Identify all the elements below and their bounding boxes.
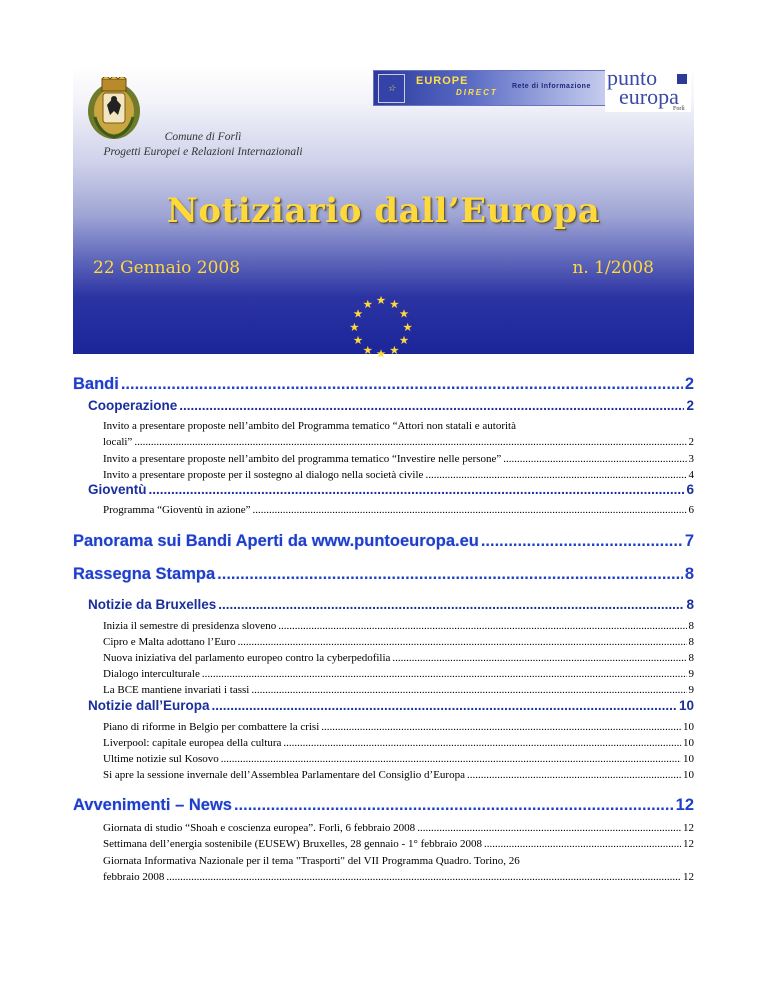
- toc-entry-attori-non-statali[interactable]: [103, 418, 694, 450]
- issue-date: 22 Gennaio 2008: [93, 258, 241, 278]
- eu-star-icon: ★: [375, 348, 387, 361]
- logo-forli-text: Forlì: [673, 106, 685, 112]
- toc-page: 9: [688, 684, 694, 696]
- toc-page: 6: [688, 504, 694, 516]
- toc-label: Bandi: [73, 375, 119, 393]
- toc-entry-gioventu-in-azione[interactable]: [103, 504, 694, 516]
- comune-name: Comune di Forlì: [164, 131, 242, 143]
- eu-star-icon: ★: [349, 321, 360, 334]
- toc-label: Nuova iniziativa del parlamento europeo contro la cyberpedofilia: [103, 652, 391, 664]
- toc-entry-presidenza-sloveno[interactable]: [103, 620, 694, 632]
- toc-label: Programma “Gioventù in azione”: [103, 504, 251, 516]
- issue-number: n. 1/2008: [572, 258, 654, 278]
- toc-label-line2: locali”: [103, 436, 133, 448]
- toc-label: Settimana dell’energia sostenibile (EUSEW) Bruxelles, 28 gennaio - 1° febbraio 2008: [103, 838, 483, 850]
- toc-page: 2: [688, 436, 694, 448]
- logo-europa-text: europa: [619, 84, 679, 109]
- toc-page: 9: [688, 668, 694, 680]
- toc-entry-dialogo-societa-civile[interactable]: [103, 469, 694, 481]
- europe-direct-emblem-icon: ☆: [378, 74, 405, 103]
- logo-square-icon: [677, 74, 687, 84]
- toc-label: Liverpool: capitale europea della cultura: [103, 737, 282, 749]
- eu-stars-icon: [343, 289, 419, 365]
- eu-star-icon: ★: [402, 321, 413, 334]
- toc-page: 12: [683, 822, 694, 834]
- toc-entry-eusew[interactable]: [103, 838, 694, 850]
- toc-entry-cyberpedofilia[interactable]: [103, 652, 694, 664]
- toc-entry-bce-tassi[interactable]: [103, 684, 694, 696]
- toc-entry-avvenimenti[interactable]: [73, 796, 694, 815]
- logo-rete-text: Rete di Informazione: [512, 83, 591, 90]
- toc-entry-rassegna[interactable]: [73, 565, 694, 584]
- toc-page: 8: [688, 620, 694, 632]
- toc-label: Giornata di studio “Shoah e coscienza europea”. Forlì, 6 febbraio 2008: [103, 822, 416, 834]
- toc-page: 10: [683, 769, 694, 781]
- toc-page: 12: [675, 796, 694, 814]
- eu-star-icon: ★: [398, 308, 410, 321]
- toc-entry-belgio[interactable]: [103, 721, 694, 733]
- toc-label: Panorama sui Bandi Aperti da www.puntoeuropa.eu: [73, 532, 479, 550]
- toc-label: Invito a presentare proposte nell’ambito del programma tematico “Investire nelle persone”: [103, 453, 502, 465]
- eu-star-icon: ★: [398, 335, 410, 348]
- toc-entry-shoah[interactable]: [103, 822, 694, 834]
- department-name: Progetti Europei e Relazioni Internazionali: [103, 146, 303, 158]
- logo-europe-text: EUROPE: [416, 75, 469, 87]
- toc-page: 10: [683, 721, 694, 733]
- punto-europa-logo: [605, 65, 691, 112]
- toc-label: Invito a presentare proposte per il sostegno al dialogo nella società civile: [103, 469, 424, 481]
- eu-star-icon: ★: [352, 308, 364, 321]
- toc-label: Ultime notizie sul Kosovo: [103, 753, 219, 765]
- toc-page: 10: [678, 698, 694, 713]
- toc-label: Avvenimenti – News: [73, 796, 232, 814]
- toc-page: 8: [684, 565, 694, 583]
- toc-entry-cipro-malta[interactable]: [103, 636, 694, 648]
- toc-page: 2: [684, 375, 694, 393]
- toc-entry-assemblea-parlamentare[interactable]: [103, 769, 694, 781]
- toc-page: 8: [688, 652, 694, 664]
- toc-entry-bruxelles[interactable]: [88, 597, 694, 612]
- header-banner: [73, 65, 694, 361]
- eu-star-icon: ★: [389, 298, 400, 311]
- logo-punto-text: punto: [607, 65, 658, 90]
- toc-page: 6: [686, 482, 694, 497]
- toc-label: Cooperazione: [88, 398, 178, 413]
- toc-label: Notizie dall’Europa: [88, 698, 210, 713]
- toc-entry-trasporti[interactable]: [103, 853, 694, 885]
- toc-entry-investire-persone[interactable]: [103, 453, 694, 465]
- toc-entry-kosovo[interactable]: [103, 753, 694, 765]
- toc-label: Rassegna Stampa: [73, 565, 216, 583]
- toc-entry-liverpool[interactable]: [103, 737, 694, 749]
- toc-label: Piano di riforme in Belgio per combattere la crisi: [103, 721, 320, 733]
- toc-page: 12: [683, 871, 694, 883]
- toc-page: 8: [686, 597, 694, 612]
- toc-page: 8: [688, 636, 694, 648]
- eu-star-icon: ★: [375, 295, 387, 308]
- toc-label: Dialogo interculturale: [103, 668, 200, 680]
- toc-label: Gioventù: [88, 482, 147, 497]
- toc-label: Cipro e Malta adottano l’Euro: [103, 636, 236, 648]
- toc-label-line1: Invito a presentare proposte nell’ambito del Programma tematico “Attori non statali e autorità: [103, 420, 516, 432]
- toc-label-line2: febbraio 2008: [103, 871, 165, 883]
- toc-label: Si apre la sessione invernale dell’Assemblea Parlamentare del Consiglio d’Europa: [103, 769, 465, 781]
- toc-page: 2: [686, 398, 694, 413]
- toc-page: 10: [683, 753, 694, 765]
- newsletter-title: Notiziario dall’Europa: [166, 191, 601, 231]
- toc-page: 3: [688, 453, 694, 465]
- toc-page: 12: [683, 838, 694, 850]
- eu-star-icon: ★: [362, 344, 373, 357]
- toc-entry-gioventu[interactable]: [88, 482, 694, 497]
- toc-entry-panorama[interactable]: [73, 532, 694, 551]
- toc-page: 10: [683, 737, 694, 749]
- eu-star-icon: ★: [362, 298, 373, 311]
- toc-page: 7: [684, 532, 694, 550]
- toc-label: Inizia il semestre di presidenza sloveno: [103, 620, 277, 632]
- toc-entry-cooperazione[interactable]: [88, 398, 694, 413]
- toc-label-line1: Giornata Informativa Nazionale per il tema "Trasporti" del VII Programma Quadro. Torino, 26: [103, 855, 520, 867]
- europe-direct-logo: [373, 70, 607, 106]
- logo-direct-text: DIRECT: [456, 88, 498, 97]
- toc-label: La BCE mantiene invariati i tassi: [103, 684, 250, 696]
- eu-star-icon: ★: [389, 344, 400, 357]
- institution-name: [73, 130, 333, 160]
- eu-star-icon: ★: [352, 335, 364, 348]
- toc-page: 4: [688, 469, 694, 481]
- toc-entry-notizie-europa[interactable]: [88, 698, 694, 713]
- toc-label: Notizie da Bruxelles: [88, 597, 217, 612]
- toc-entry-dialogo-interculturale[interactable]: [103, 668, 694, 680]
- toc-entry-bandi[interactable]: [73, 375, 694, 394]
